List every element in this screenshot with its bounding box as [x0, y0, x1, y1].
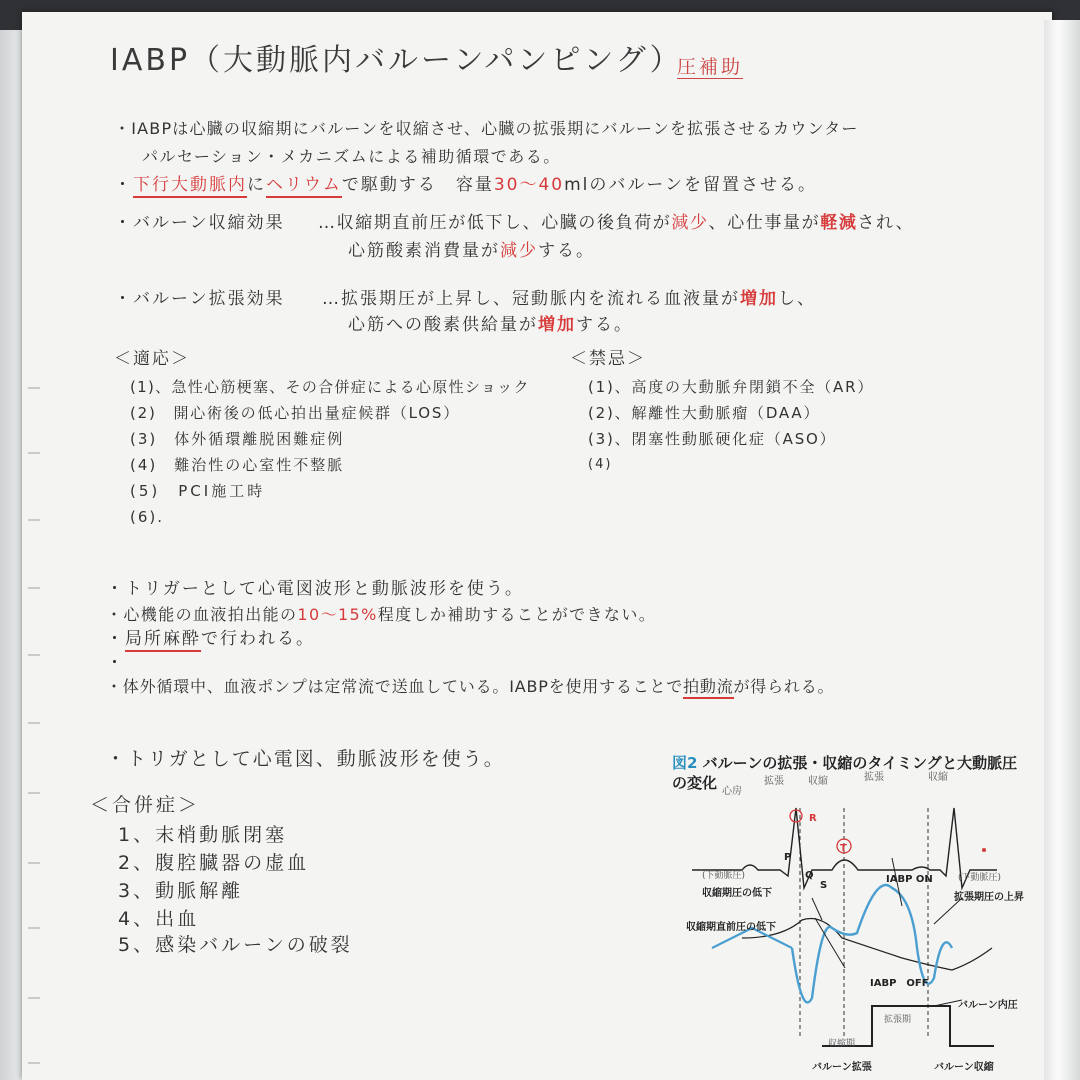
aortic-pressure-baseline: [742, 918, 992, 970]
margin-mark: [28, 654, 40, 656]
bullet-marker: ・: [114, 175, 133, 195]
contraindication-item: (2)、解離性大動脈瘤（DAA）: [588, 404, 821, 422]
indication-item: (2) 開心術後の低心拍出量症候群（LOS）: [130, 404, 460, 422]
complication-item: 4、出血: [118, 908, 200, 930]
margin-mark: [28, 1062, 40, 1064]
note-3: [106, 628, 315, 650]
hand-note-low: 収縮期: [828, 1039, 856, 1049]
bullet-3-line-1: [318, 212, 914, 234]
bullet-4-text-b: し、: [778, 289, 816, 309]
bullet-2: [114, 174, 817, 196]
figure-number: 図2: [672, 754, 698, 772]
bullet-3-text-b: 、心仕事量が: [708, 213, 821, 233]
bullet-3-red-3: 減少: [500, 241, 538, 261]
hand-note-in-box: 拡張期: [884, 1015, 912, 1025]
indication-item: (5) PCI施工時: [130, 482, 266, 500]
bullet-4-head: ・バルーン拡張効果: [114, 289, 285, 309]
label-presystolic-drop: 収縮期直前圧の低下: [686, 922, 776, 933]
arrow: [812, 898, 822, 920]
bullet-2-red-2: ヘリウム: [266, 175, 342, 198]
bullet-3-text-d: 心筋酸素消費量が: [348, 241, 500, 261]
margin-mark: [28, 519, 40, 521]
label-diastolic-rise: 拡張期圧の上昇: [954, 892, 1024, 903]
note-5: [106, 676, 834, 698]
bullet-4-text-d: する。: [576, 315, 633, 335]
bullet-2-red-1: 下行大動脈内: [133, 175, 247, 198]
note-2-text-b: 程度しか補助することができない。: [377, 605, 657, 624]
figure-diagram: [672, 788, 1002, 1078]
label-balloon-deflate: バルーン収縮: [934, 1062, 994, 1073]
bullet-3-red-1: 減少: [671, 213, 709, 233]
complication-item: 5、感染バルーンの破裂: [118, 934, 353, 956]
indications-heading: ＜適応＞: [114, 349, 190, 369]
margin-mark: [28, 452, 40, 454]
bullet-3-text-a: …収縮期直前圧が低下し、心臓の後負荷が: [318, 213, 672, 233]
bullet-1-line-1: ・IABPは心臓の収縮期にバルーンを収縮させ、心臓の拡張期にバルーンを拡張させるカウンター: [114, 119, 859, 138]
note-6: ・トリガとして心電図、動脈波形を使う。: [106, 748, 505, 770]
title-note: 圧補助: [677, 56, 744, 78]
note-5-text-a: ・体外循環中、血液ポンプは定常流で送血している。IABPを使用することで: [106, 677, 684, 696]
note-3-prefix: ・: [106, 629, 125, 649]
note-3-underlined: 局所麻酔: [125, 629, 201, 652]
indication-item: (1)、急性心筋梗塞、その合併症による心原性ショック: [130, 378, 530, 396]
margin-mark: [28, 862, 40, 864]
label-p: P: [784, 852, 792, 863]
label-iabp-off: IABP OFF: [870, 978, 929, 989]
note-2: [106, 604, 656, 626]
label-balloon-inflate: バルーン拡張: [812, 1062, 872, 1073]
note-5-underlined: 拍動流: [683, 677, 733, 699]
page-title: IABP（大動脈内バルーンパンピング）: [110, 43, 683, 78]
figure-title: [672, 752, 1017, 773]
indication-item: (6).: [130, 508, 165, 526]
label-systolic-drop: 収縮期圧の低下: [702, 888, 772, 899]
label-s: S: [820, 880, 828, 891]
bullet-3-text-e: する。: [538, 241, 595, 261]
margin-mark: [28, 722, 40, 724]
bullet-2-mid-1: に: [247, 175, 266, 195]
margin-mark: [28, 927, 40, 929]
bullet-4-line-1: [322, 288, 816, 310]
contraindication-item: (3)、閉塞性動脈硬化症（ASO）: [588, 430, 837, 448]
note-2-text-a: ・心機能の血液拍出能の: [106, 605, 298, 624]
bullet-4-red-1: 増加: [740, 289, 778, 309]
label-t: T: [840, 843, 847, 854]
label-r: R: [809, 813, 817, 824]
contraindications-heading: ＜禁忌＞: [570, 349, 646, 369]
bullet-4-text-a: …拡張期圧が上昇し、冠動脈内を流れる血液量が: [322, 289, 740, 309]
contraindication-item: (1)、高度の大動脈弁閉鎖不全（AR）: [588, 378, 875, 396]
complication-item: 3、動脈解離: [118, 880, 244, 902]
hand-label: 収縮: [928, 772, 948, 783]
hand-note-left: (下動脈圧): [702, 871, 746, 881]
bullet-3-text-c: され、: [857, 213, 915, 233]
bullet-1-line-2: パルセーション・メカニズムによる補助循環である。: [142, 147, 561, 166]
notebook-page: [22, 12, 1052, 1080]
hand-note-right: (下動脈圧): [958, 873, 1002, 883]
red-dot: [982, 848, 986, 852]
page-stack-edge: [1044, 20, 1080, 1080]
bullet-4-red-2: 増加: [538, 315, 576, 335]
indication-item: (3) 体外循環離脱困難症例: [130, 430, 345, 448]
label-iabp-on: IABP ON: [886, 874, 933, 885]
label-balloon-pressure: バルーン内圧: [958, 1000, 1018, 1011]
bullet-3-head: ・バルーン収縮効果: [114, 213, 285, 233]
margin-mark: [28, 792, 40, 794]
hand-label: 拡張: [764, 776, 784, 787]
complication-item: 2、腹腔臓器の虚血: [118, 852, 310, 874]
bullet-4-text-c: 心筋への酸素供給量が: [348, 315, 538, 335]
margin-mark: [28, 587, 40, 589]
bullet-3-line-2: [348, 240, 595, 262]
hand-label: 収縮: [808, 776, 828, 787]
note-3-suffix: で行われる。: [201, 629, 315, 649]
hand-label: 心房: [722, 786, 742, 797]
figure-title-line-2: の変化: [672, 774, 718, 792]
note-4: ・: [106, 653, 125, 673]
figure-title-line-1: バルーンの拡張・収縮のタイミングと大動脈圧: [702, 754, 1018, 772]
complication-item: 1、末梢動脈閉塞: [118, 824, 288, 846]
bullet-2-suffix: mlのバルーンを留置させる。: [564, 175, 818, 195]
note-5-text-b: が得られる。: [733, 677, 835, 696]
note-2-red: 10〜15%: [297, 605, 378, 624]
bullet-3-red-2: 軽減: [820, 213, 858, 233]
hand-label: 拡張: [864, 772, 884, 783]
bullet-2-red-3: 30〜40: [493, 175, 565, 195]
note-1: ・トリガーとして心電図波形と動脈波形を使う。: [106, 579, 524, 599]
margin-mark: [28, 997, 40, 999]
bullet-4-line-2: [348, 314, 633, 336]
bullet-2-mid-2: で駆動する 容量: [341, 175, 494, 195]
complications-heading: ＜合併症＞: [90, 794, 201, 816]
margin-mark: [28, 387, 40, 389]
contraindication-item: (4): [588, 457, 613, 472]
indication-item: (4) 難治性の心室性不整脈: [130, 456, 345, 474]
label-q: Q: [805, 870, 814, 881]
